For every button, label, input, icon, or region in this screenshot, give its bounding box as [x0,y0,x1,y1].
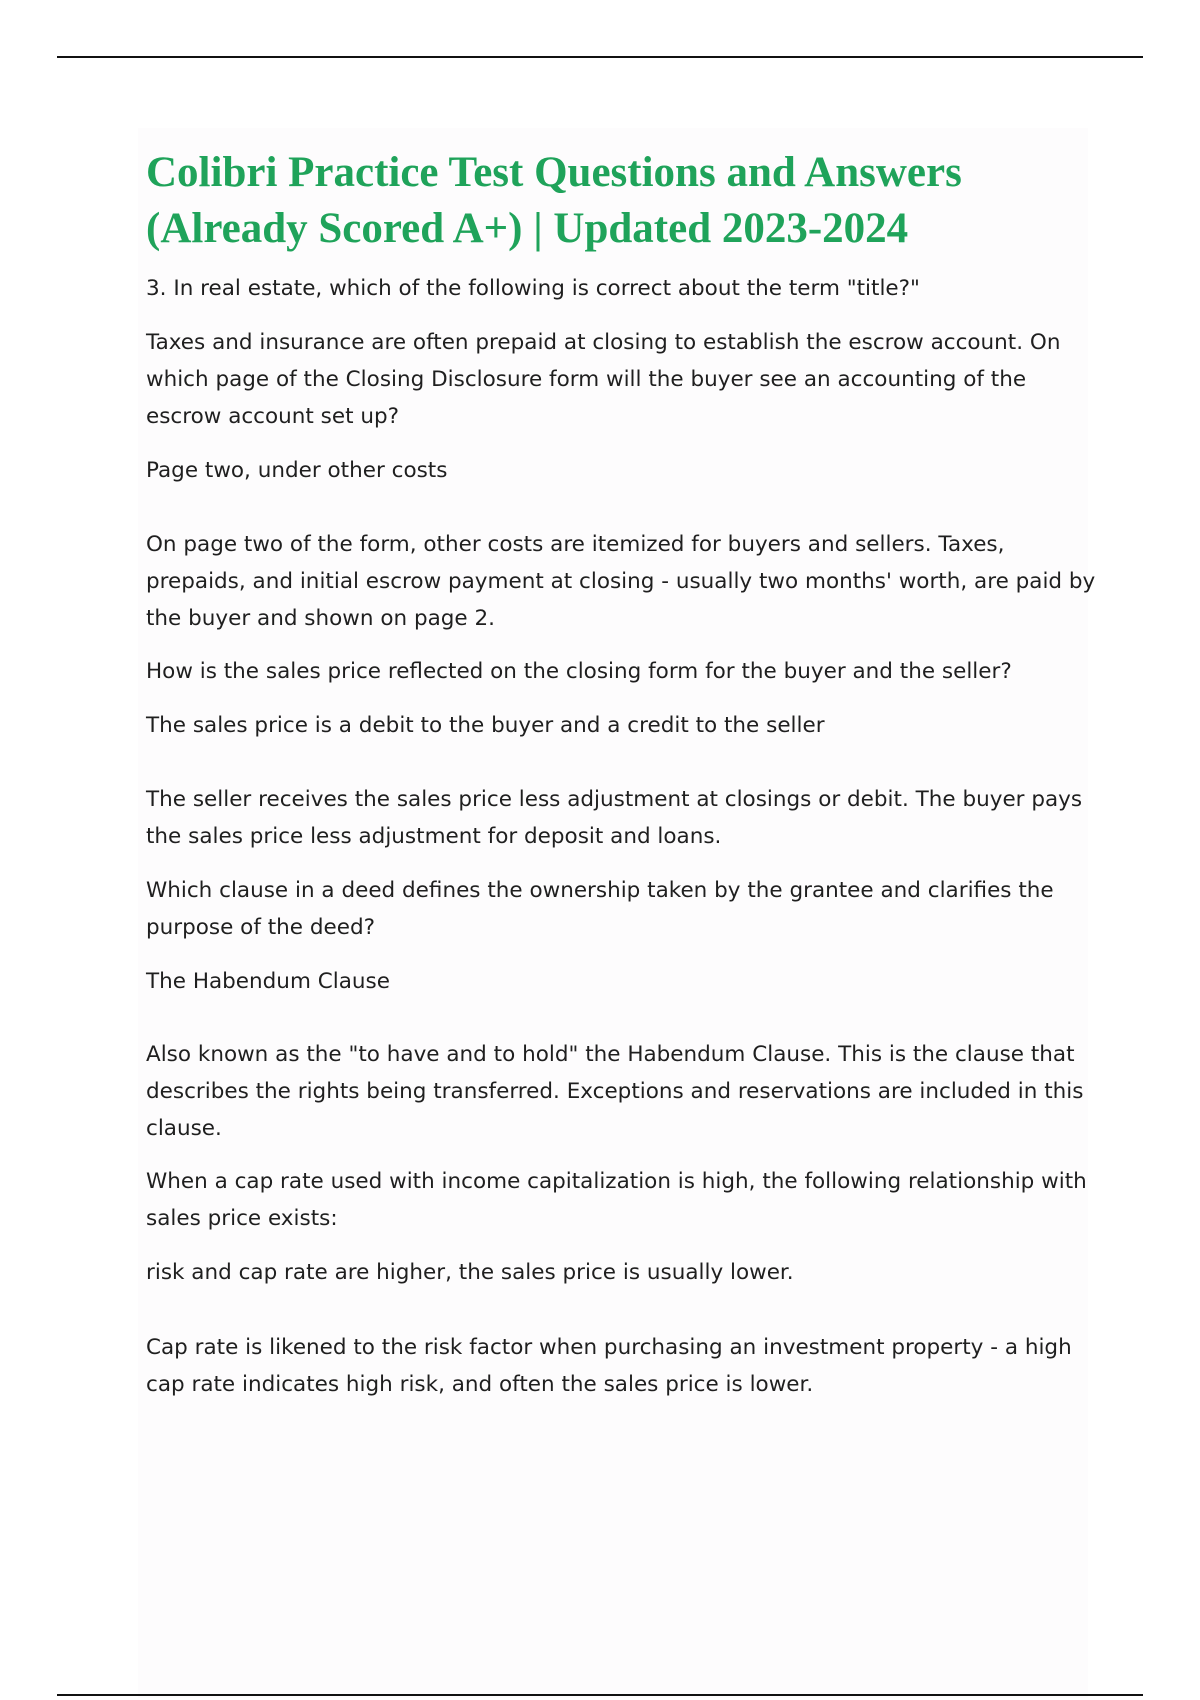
answer-2: The sales price is a debit to the buyer and a credit to the seller [146,713,825,738]
question-3: Which clause in a deed defines the ownership taken by the grantee and clarifies the purpose of the deed? [146,878,1054,940]
explanation-3: Also known as the "to have and to hold" the Habendum Clause. This is the clause that describes the rights being transferred. Exceptions and reservations are included in this clause. [146,1042,1084,1141]
intro-question: 3. In real estate, which of the following is correct about the term "title?" [146,276,920,301]
explanation-4: Cap rate is likened to the risk factor when purchasing an investment property - a high cap rate indicates high risk, and often the sales price is lower. [146,1335,1072,1397]
top-rule [57,56,1143,58]
answer-3: The Habendum Clause [146,969,390,994]
question-2: How is the sales price reflected on the closing form for the buyer and the seller? [146,659,1012,684]
explanation-2: The seller receives the sales price less adjustment at closings or debit. The buyer pays the sales price less adjustment for deposit and loans. [146,787,1083,849]
answer-1: Page two, under other costs [146,458,448,483]
document-title: Colibri Practice Test Questions and Answers (Already Scored A+) | Updated 2023-2024 [146,149,962,252]
answer-4: risk and cap rate are higher, the sales price is usually lower. [146,1260,794,1285]
question-1: Taxes and insurance are often prepaid at closing to establish the escrow account. On which page of the Closing Disclosure form will the buyer see an accounting of the escrow account set up? [146,330,1061,429]
explanation-1: On page two of the form, other costs are itemized for buyers and sellers. Taxes, prepaids, and initial escrow payment at closing - usually two months' worth, are paid by the buyer and shown on page 2. [146,532,1096,631]
question-4: When a cap rate used with income capitalization is high, the following relationship with sales price exists: [146,1169,1087,1231]
bottom-rule [57,1694,1143,1696]
